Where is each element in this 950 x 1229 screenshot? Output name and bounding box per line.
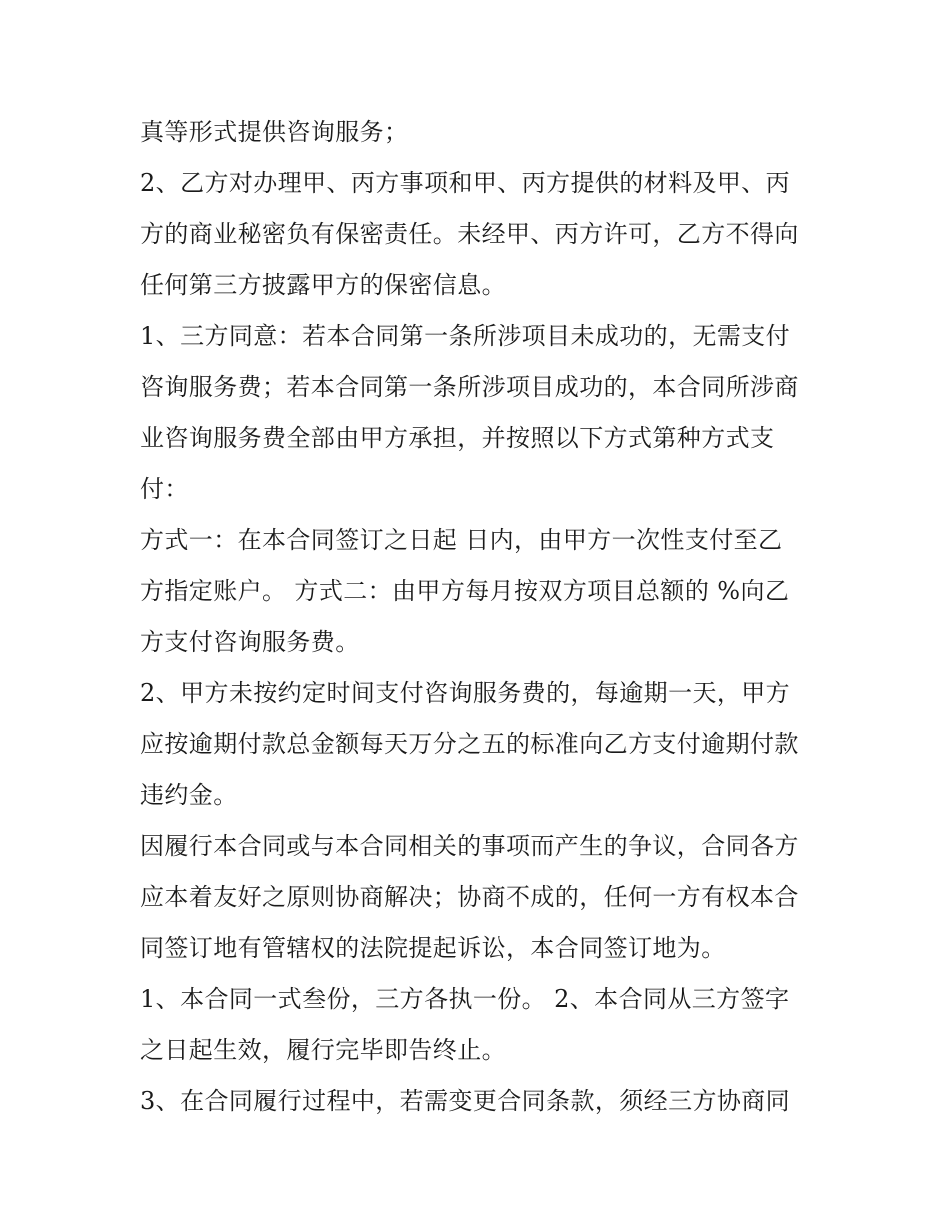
text-line: 业咨询服务费全部由甲方承担，并按照以下方式第种方式支 [140,424,775,452]
text-line: 违约金。 [140,781,238,809]
text-line: 方式一：在本合同签订之日起 日内，由甲方一次性支付至乙 [140,526,783,554]
text-line: 方的商业秘密负有保密责任。未经甲、丙方许可，乙方不得向 [140,220,799,248]
text-line: 之日起生效，履行完毕即告终止。 [140,1036,506,1064]
text-line: 方指定账户。 方式二：由甲方每月按双方项目总额的 %向乙 [140,577,790,605]
text-line: 应本着友好之原则协商解决；协商不成的，任何一方有权本合 [140,883,799,911]
text-line: 应按逾期付款总金额每天万分之五的标准向乙方支付逾期付款 [140,730,799,758]
text-line: 2、甲方未按约定时间支付咨询服务费的，每逾期一天，甲方 [140,679,791,707]
document-body [140,107,820,1127]
text-line: 因履行本合同或与本合同相关的事项而产生的争议，合同各方 [140,832,799,860]
text-line: 任何第三方披露甲方的保密信息。 [140,271,506,299]
text-line: 1、本合同一式叁份，三方各执一份。 2、本合同从三方签字 [140,985,790,1013]
text-line: 付： [140,475,189,503]
text-line: 咨询服务费；若本合同第一条所涉项目成功的，本合同所涉商 [140,373,799,401]
text-line: 真等形式提供咨询服务； [140,118,409,146]
text-line: 同签订地有管辖权的法院提起诉讼，本合同签订地为。 [140,934,726,962]
text-line: 3、在合同履行过程中，若需变更合同条款，须经三方协商同 [140,1087,791,1115]
text-line: 方支付咨询服务费。 [140,628,360,656]
text-line: 1、三方同意：若本合同第一条所涉项目未成功的，无需支付 [140,322,791,350]
text-line: 2、乙方对办理甲、丙方事项和甲、丙方提供的材料及甲、丙 [140,169,791,197]
